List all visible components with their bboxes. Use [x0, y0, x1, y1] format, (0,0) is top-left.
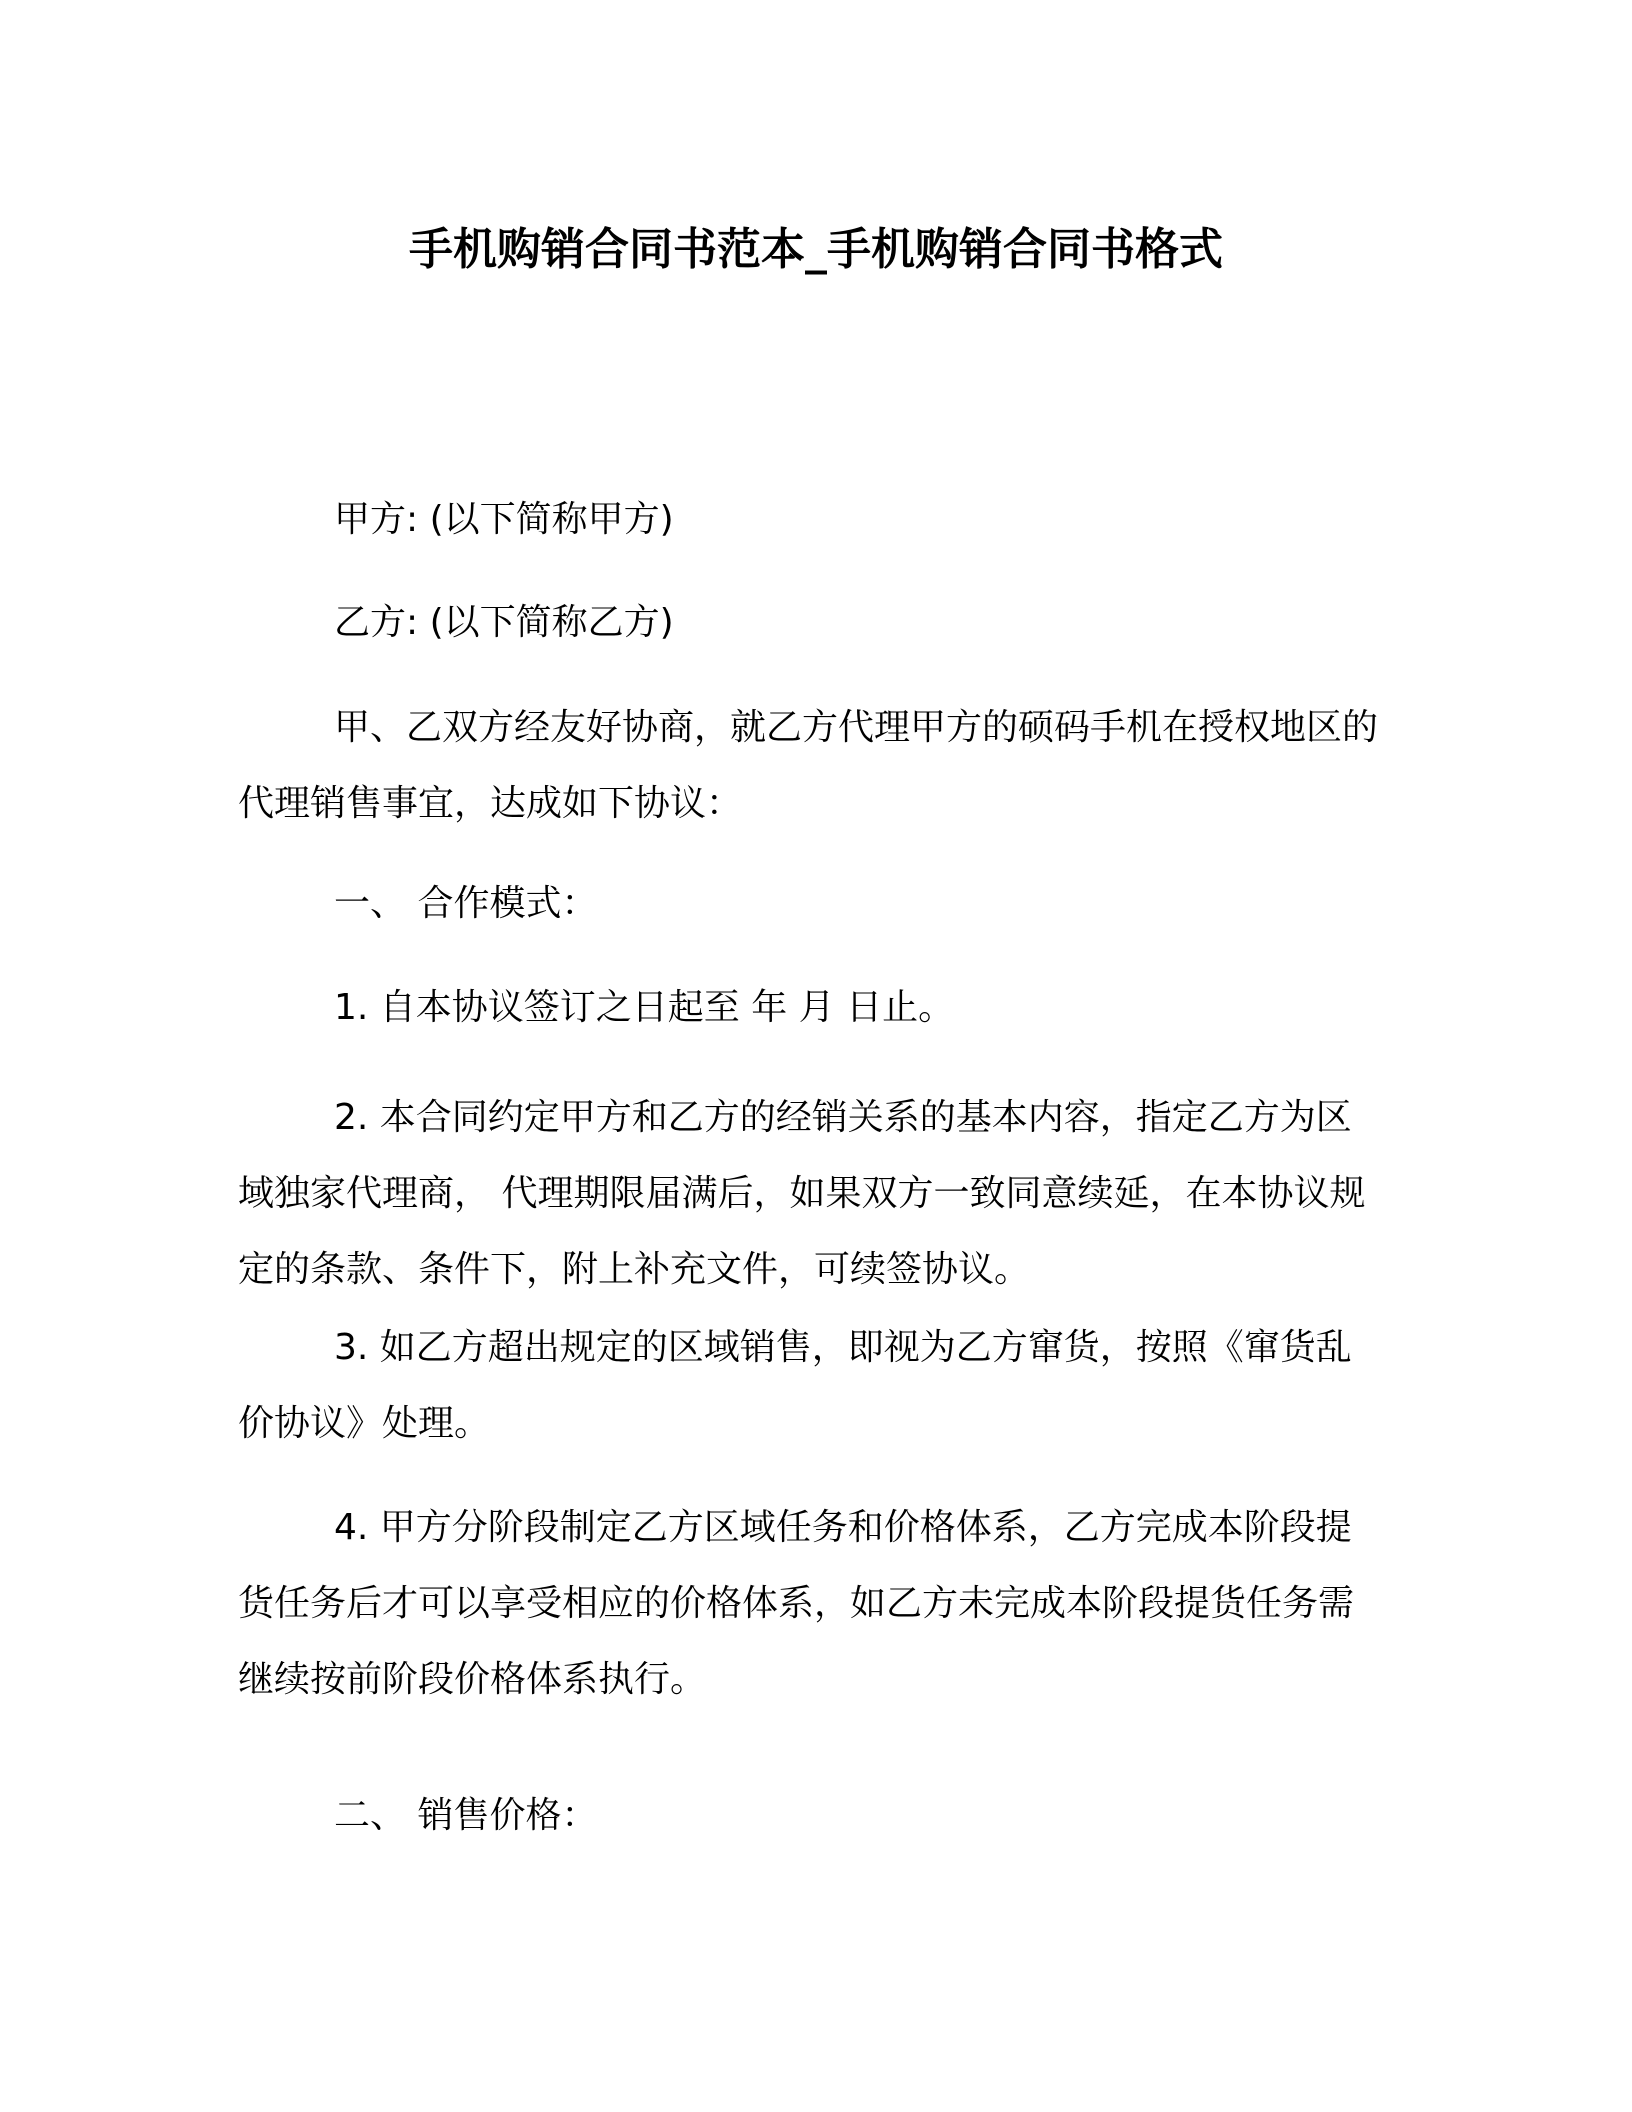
- clause-1: 1. 自本协议签订之日起至 年 月 日止。: [334, 987, 955, 1028]
- clause-2: 2. 本合同约定甲方和乙方的经销关系的基本内容，指定乙方为区域独家代理商， 代理期限届满后，如果双方一致同意续延，在本协议规定的条款、条件下，附上补充文件，可续签协议。: [238, 1097, 1366, 1290]
- section-2-heading: 二、 销售价格：: [334, 1795, 598, 1836]
- clause-3: 3. 如乙方超出规定的区域销售，即视为乙方窜货，按照《窜货乱价协议》处理。: [238, 1327, 1352, 1444]
- party-b-line: 乙方: (以下简称乙方): [334, 602, 674, 643]
- intro-paragraph: 甲、乙双方经友好协商，就乙方代理甲方的硕码手机在授权地区的代理销售事宜，达成如下协议：: [238, 707, 1379, 824]
- clause-4: 4. 甲方分阶段制定乙方区域任务和价格体系，乙方完成本阶段提货任务后才可以享受相应的价格体系，如乙方未完成本阶段提货任务需继续按前阶段价格体系执行。: [238, 1507, 1355, 1700]
- section-1-heading: 一、 合作模式：: [334, 883, 598, 924]
- document-title: 手机购销合同书范本_手机购销合同书格式: [409, 224, 1223, 275]
- party-a-line: 甲方: (以下简称甲方): [334, 499, 674, 540]
